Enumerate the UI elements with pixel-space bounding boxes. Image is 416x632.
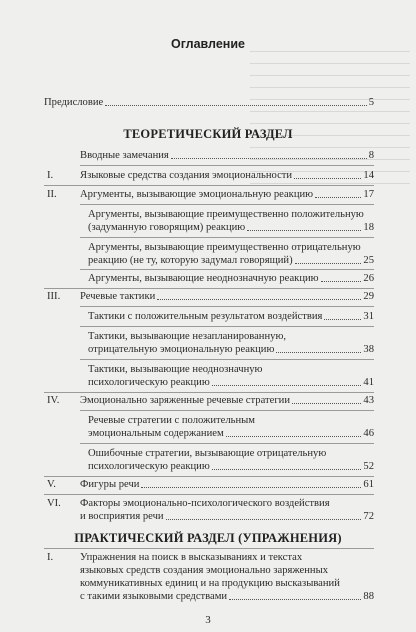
entry-number: III. [47,291,61,302]
entry-text-line1: Ошибочные стратегии, вызывающие отрицательную [88,448,327,459]
entry-page: 72 [363,511,374,522]
entry-text: Языковые средства создания эмоциональности [80,170,293,181]
toc-entry[interactable] [88,272,374,285]
entry-page: 29 [363,291,374,302]
entry-number: II. [47,189,57,200]
toc-entry-preface[interactable] [44,96,374,109]
toc-entry[interactable] [88,460,374,473]
entry-text: психологическую реакцию [88,377,210,388]
toc-entry-line1 [47,497,374,510]
entry-text: (задуманную говорящим) реакцию [88,222,246,233]
entry-rule [80,204,374,205]
entry-text: Аргументы, вызывающие эмоциональную реакцию [80,189,314,200]
entry-text-line1: Факторы эмоционально-психологического воздействия [80,498,330,509]
toc-entry[interactable] [88,343,374,356]
entry-page: 26 [363,273,374,284]
toc-entry[interactable] [88,221,374,234]
entry-page: 88 [363,591,374,602]
toc-entry-line1 [88,414,374,427]
entry-text: и восприятия речи [80,511,164,522]
toc-entry[interactable] [80,149,374,162]
dot-leader [166,519,362,520]
entry-number: VI. [47,498,61,509]
entry-page: 43 [363,395,374,406]
entry-number: I. [47,170,54,181]
toc-entry[interactable] [47,478,374,491]
dot-leader [141,487,361,488]
toc-entry-line1 [88,363,374,376]
entry-text: Предисловие [44,97,104,108]
entry-rule [80,237,374,238]
entry-page: 52 [363,461,374,472]
entry-rule [80,165,374,166]
dot-leader [226,436,362,437]
dot-leader [321,281,362,282]
entry-text: психологическую реакцию [88,461,210,472]
entry-page: 61 [363,479,374,490]
toc-entry[interactable] [80,510,374,523]
entry-text: с такими языковыми средствами [80,591,228,602]
page-number: 3 [205,614,211,626]
entry-rule [80,326,374,327]
dot-leader [212,385,362,386]
entry-page: 31 [363,311,374,322]
entry-rule [80,269,374,270]
section-rule [44,548,374,549]
entry-text: Эмоционально заряженные речевые стратегии [80,395,291,406]
toc-entry-line1 [88,241,374,254]
entry-text: Тактики с положительным результатом воздействия [88,311,323,322]
dot-leader [292,403,361,404]
entry-text: реакцию (не ту, которую задумал говорящий) [88,255,293,266]
entry-rule [80,306,374,307]
entry-text-line1: Аргументы, вызывающие преимущественно отрицательную [88,242,361,253]
entry-page: 8 [368,150,374,161]
practice-section-title: ПРАКТИЧЕСКИЙ РАЗДЕЛ (УПРАЖНЕНИЯ) [74,531,342,545]
entry-rule [44,185,374,186]
entry-rule [44,476,374,477]
toc-entry[interactable] [47,188,374,201]
entry-page: 17 [363,189,374,200]
entry-page: 5 [368,97,374,108]
toc-entry-line1 [88,208,374,221]
entry-rule [44,494,374,495]
entry-text-line1: Аргументы, вызывающие преимущественно положительную [88,209,364,220]
dot-leader [315,197,361,198]
toc-title: Оглавление [171,37,245,51]
entry-rule [80,443,374,444]
entry-text-line3: коммуникативных единиц и на продукцию высказываний [80,578,340,589]
toc-entry-line1 [47,551,374,564]
toc-entry-line1 [88,447,374,460]
entry-page: 38 [363,344,374,355]
toc-entry[interactable] [88,254,374,267]
toc-entry[interactable] [47,169,374,182]
entry-rule [80,359,374,360]
entry-text: Аргументы, вызывающие неоднозначную реакцию [88,273,319,284]
dot-leader [276,352,361,353]
entry-text-line2: языковых средств создания эмоционально заряженных [80,565,329,576]
entry-text: Фигуры речи [80,479,140,490]
toc-entry[interactable] [47,290,374,303]
toc-entry[interactable] [88,376,374,389]
entry-number: IV. [47,395,60,406]
toc-entry[interactable] [47,394,374,407]
entry-text: Вводные замечания [80,150,169,161]
entry-page: 25 [363,255,374,266]
dot-leader [229,599,361,600]
toc-entry-line1 [88,330,374,343]
entry-text-line1: Тактики, вызывающие неоднозначную [88,364,263,375]
dot-leader [212,469,362,470]
toc-entry[interactable] [88,427,374,440]
dot-leader [294,178,361,179]
entry-text-line1: Тактики, вызывающие незапланированную, [88,331,287,342]
entry-page: 41 [363,377,374,388]
entry-rule [80,410,374,411]
entry-text: отрицательную эмоциональную реакцию [88,344,275,355]
toc-entry[interactable] [88,310,374,323]
dot-leader [247,230,361,231]
entry-page: 46 [363,428,374,439]
dot-leader [324,319,361,320]
entry-text-line1: Речевые стратегии с положительным [88,415,255,426]
toc-entry-line2 [80,564,374,577]
dot-leader [105,105,366,106]
entry-rule [44,392,374,393]
entry-text: Речевые тактики [80,291,156,302]
theory-section-title: ТЕОРЕТИЧЕСКИЙ РАЗДЕЛ [123,127,293,141]
dot-leader [157,299,361,300]
entry-page: 18 [363,222,374,233]
dot-leader [295,263,362,264]
toc-entry-line3 [80,577,374,590]
toc-entry[interactable] [80,590,374,603]
entry-number: I. [47,552,54,563]
entry-rule [44,288,374,289]
entry-number: V. [47,479,56,490]
entry-text: эмоциональным содержанием [88,428,224,439]
entry-text-line1: Упражнения на поиск в высказываниях и текстах [80,552,303,563]
entry-page: 14 [363,170,374,181]
dot-leader [171,158,367,159]
